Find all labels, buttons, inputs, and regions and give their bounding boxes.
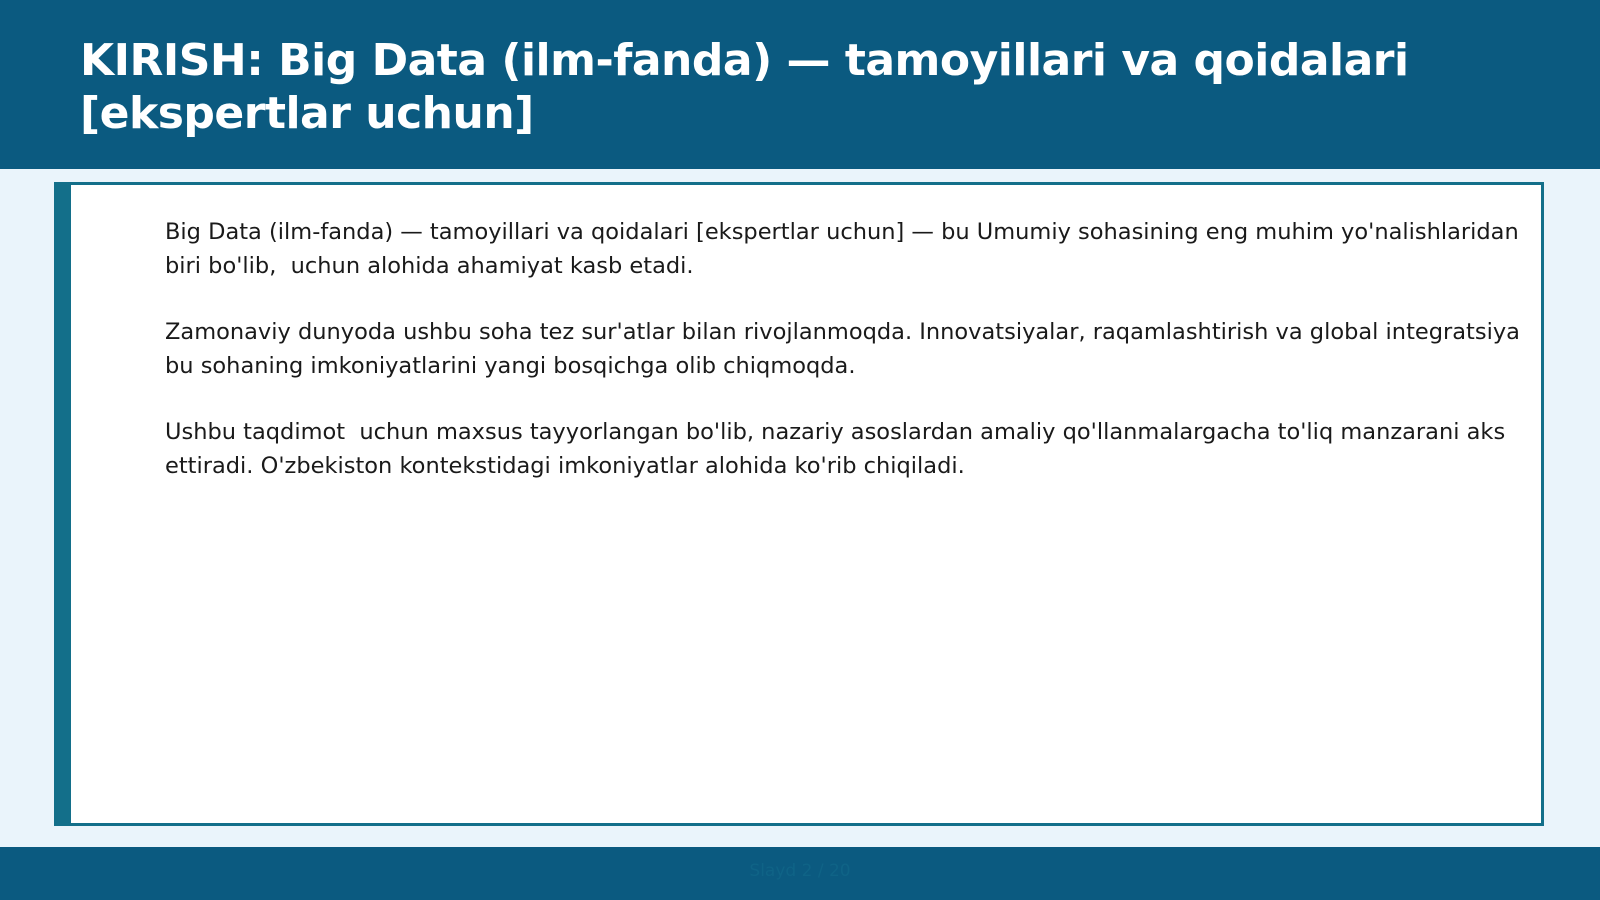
content-text <box>165 215 1535 515</box>
slide-header <box>0 0 1600 169</box>
slide-title: KIRISH: Big Data (ilm-fanda) — tamoyillari va qoidalari [ekspertlar uchun] <box>80 35 1409 139</box>
slide-footer <box>0 847 1600 900</box>
paragraph-modern-world: Zamonaviy dunyoda ushbu soha tez sur'atlar bilan rivojlanmoqda. Innovatsiyalar, raqamlashtirish va global integratsiya bu sohaning imkoniyatlarini yangi bosqichga olib chiqmoqda. <box>165 319 1528 379</box>
content-panel <box>54 182 1544 826</box>
slide-number: Slayd 2 / 20 <box>749 861 851 881</box>
paragraph-presentation: Ushbu taqdimot uchun maxsus tayyorlangan bo'lib, nazariy asoslardan amaliy qo'llanmalargacha to'liq manzarani aks ettiradi. O'zbekiston kontekstidagi imkoniyatlar alohida ko'rib chiqiladi. <box>165 419 1513 479</box>
paragraph-intro: Big Data (ilm-fanda) — tamoyillari va qoidalari [ekspertlar uchun] — bu Umumiy sohasining eng muhim yo'nalishlaridan biri bo'lib, uchun alohida ahamiyat kasb etadi. <box>165 219 1526 279</box>
